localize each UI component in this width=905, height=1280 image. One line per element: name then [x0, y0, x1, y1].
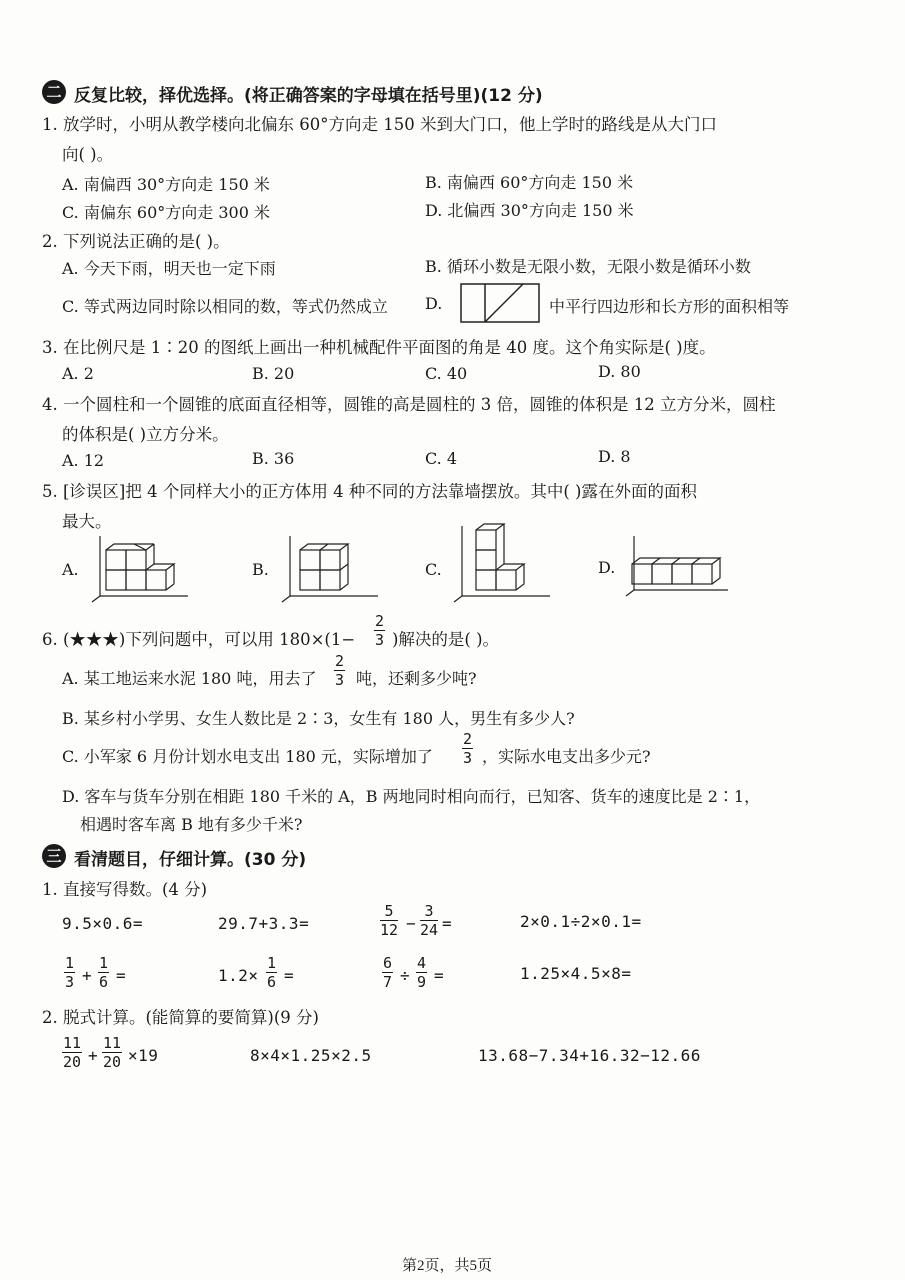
q6-option-c-prefix: C. 小军家 6 月份计划水电支出 180 元，实际增加了: [62, 747, 433, 766]
q3-stem: 3. 在比例尺是 1∶20 的图纸上画出一种机械配件平面图的角是 40 度。这个角实际是( )度。: [42, 338, 716, 357]
section-3-title: 看清题目，仔细计算。(30 分): [74, 850, 307, 870]
step2-expression: 8×4×1.25×2.5: [250, 1046, 372, 1065]
calc5-frac1: [64, 954, 75, 991]
q2-option-c: C. 等式两边同时除以相同的数，等式仍然成立: [62, 297, 388, 316]
step1-frac2-denominator: 20: [103, 1053, 122, 1071]
step3-expression: 13.68−7.34+16.32−12.66: [478, 1046, 701, 1065]
calc3-frac2: [420, 902, 438, 939]
q3-option-d: D. 80: [598, 362, 641, 381]
step1-frac1-denominator: 20: [63, 1053, 82, 1071]
q6-option-c-fraction: [462, 730, 473, 767]
calc3-frac2-denominator: 24: [420, 921, 439, 939]
section-2-badge: 二: [42, 80, 66, 104]
q6-option-c-fraction-numerator: 2: [463, 730, 473, 748]
calc5-equals: =: [116, 966, 127, 985]
step1-frac1: [62, 1034, 82, 1071]
calc-29.7+3.3: 29.7+3.3=: [218, 914, 310, 933]
calc7-frac1-denominator: 7: [383, 973, 393, 991]
q5-line2: 最大。: [62, 512, 112, 531]
cube-arrangement-b: [280, 534, 380, 604]
calc6-prefix: 1.2×: [218, 966, 259, 985]
q5-line1: 5. [诊误区]把 4 个同样大小的正方体用 4 种不同的方法靠墙摆放。其中( )露在外面的面积: [42, 482, 697, 501]
q1-option-b: B. 南偏西 60°方向走 150 米: [425, 173, 634, 192]
q6-option-a-fraction: [334, 652, 345, 689]
q6-option-c-fraction-denominator: 3: [463, 749, 473, 767]
q1-line1: 1. 放学时，小明从教学楼向北偏东 60°方向走 150 米到大门口，他上学时的路线是从大门口: [42, 115, 717, 134]
calc3-equals: =: [442, 914, 453, 933]
q5-option-a: A.: [62, 560, 79, 579]
calc5-frac2-numerator: 1: [99, 954, 109, 972]
calc6-equals: =: [284, 966, 295, 985]
page-footer: 第2页，共5页: [402, 1258, 493, 1274]
q4-line2: 的体积是( )立方分米。: [62, 425, 229, 444]
q6-option-d-line1: D. 客车与货车分别在相距 180 千米的 A，B 两地同时相向而行，已知客、货车的速度比是 2∶1，: [62, 787, 761, 806]
calc7-frac1: [382, 954, 393, 991]
calc-1.25x4.5x8: 1.25×4.5×8=: [520, 964, 632, 983]
parallelogram-rectangle-figure: [455, 280, 545, 326]
q6-stem-fraction: [374, 612, 385, 649]
step1-frac2-numerator: 11: [103, 1034, 122, 1052]
step1-frac1-numerator: 11: [63, 1034, 82, 1052]
q6-option-d-line2: 相遇时客车离 B 地有多少千米?: [80, 815, 303, 834]
section-2-title: 反复比较，择优选择。(将正确答案的字母填在括号里)(12 分): [74, 86, 543, 106]
calc-2x0.1div2x0.1: 2×0.1÷2×0.1=: [520, 912, 642, 931]
calc6-frac: [266, 954, 277, 991]
q5-option-d: D.: [598, 558, 616, 577]
q4-option-c: C. 4: [425, 449, 458, 468]
q1-option-d: D. 北偏西 30°方向走 150 米: [425, 201, 634, 220]
q5-option-c: C.: [425, 560, 442, 579]
calc5-frac1-numerator: 1: [65, 954, 75, 972]
calc5-frac2: [98, 954, 109, 991]
q1-option-a: A. 南偏西 30°方向走 150 米: [62, 175, 270, 194]
q2-option-d-prefix: D.: [425, 294, 443, 313]
calc3-frac1: [380, 902, 398, 939]
cube-arrangement-c: [452, 522, 552, 604]
calc7-frac1-numerator: 6: [383, 954, 393, 972]
section-3-badge: 三: [42, 844, 66, 868]
q2-option-b: B. 循环小数是无限小数，无限小数是循环小数: [425, 257, 751, 276]
calc7-frac2: [416, 954, 427, 991]
q6-option-a-fraction-denominator: 3: [335, 671, 345, 689]
calc3-frac1-denominator: 12: [380, 921, 399, 939]
q4-option-b: B. 36: [252, 449, 295, 468]
s3-q2-stem: 2. 脱式计算。(能简算的要简算)(9 分): [42, 1008, 319, 1027]
calc5-operator: +: [82, 966, 93, 985]
calc3-frac2-numerator: 3: [420, 902, 438, 921]
q6-stem-fraction-denominator: 3: [375, 631, 385, 649]
calc5-frac1-denominator: 3: [65, 973, 75, 991]
q2-option-d-suffix: 中平行四边形和长方形的面积相等: [549, 297, 790, 316]
q2-option-a: A. 今天下雨，明天也一定下雨: [62, 259, 276, 278]
q2-stem: 2. 下列说法正确的是( )。: [42, 232, 230, 251]
q6-option-a-prefix: A. 某工地运来水泥 180 吨，用去了: [62, 669, 317, 688]
step1-suffix: ×19: [128, 1046, 159, 1065]
q1-line2: 向( )。: [62, 145, 114, 164]
q5-option-b: B.: [252, 560, 269, 579]
calc7-frac2-denominator: 9: [417, 973, 427, 991]
cube-arrangement-d: [624, 534, 730, 598]
q3-option-b: B. 20: [252, 364, 295, 383]
q4-option-d: D. 8: [598, 447, 631, 466]
cube-arrangement-a: [90, 534, 190, 604]
q1-option-c: C. 南偏东 60°方向走 300 米: [62, 203, 271, 222]
calc7-equals: =: [434, 966, 445, 985]
q6-option-a-suffix: 吨，还剩多少吨?: [356, 669, 477, 688]
calc-9.5x0.6: 9.5×0.6=: [62, 914, 144, 933]
q6-stem-prefix: 6. (★★★)下列问题中，可以用 180×(1−: [42, 630, 356, 649]
calc7-frac2-numerator: 4: [417, 954, 427, 972]
calc6-frac-denominator: 6: [267, 973, 277, 991]
q6-option-c-suffix: ，实际水电支出多少元?: [482, 747, 651, 766]
q6-option-b: B. 某乡村小学男、女生人数比是 2∶3，女生有 180 人，男生有多少人?: [62, 709, 575, 728]
calc5-frac2-denominator: 6: [99, 973, 109, 991]
q3-option-a: A. 2: [62, 364, 94, 383]
q6-stem-suffix: )解决的是( )。: [392, 630, 500, 649]
calc3-operator: −: [406, 914, 417, 933]
calc7-operator: ÷: [400, 966, 411, 985]
q6-stem-fraction-numerator: 2: [375, 612, 385, 630]
q6-option-a-fraction-numerator: 2: [335, 652, 345, 670]
step1-operator: +: [88, 1046, 99, 1065]
s3-q1-stem: 1. 直接写得数。(4 分): [42, 880, 208, 899]
calc3-frac1-numerator: 5: [380, 902, 398, 921]
step1-frac2: [102, 1034, 122, 1071]
q4-line1: 4. 一个圆柱和一个圆锥的底面直径相等，圆锥的高是圆柱的 3 倍，圆锥的体积是 12 立方分米，圆柱: [42, 395, 776, 414]
q3-option-c: C. 40: [425, 364, 468, 383]
calc6-frac-numerator: 1: [267, 954, 277, 972]
q4-option-a: A. 12: [62, 451, 105, 470]
